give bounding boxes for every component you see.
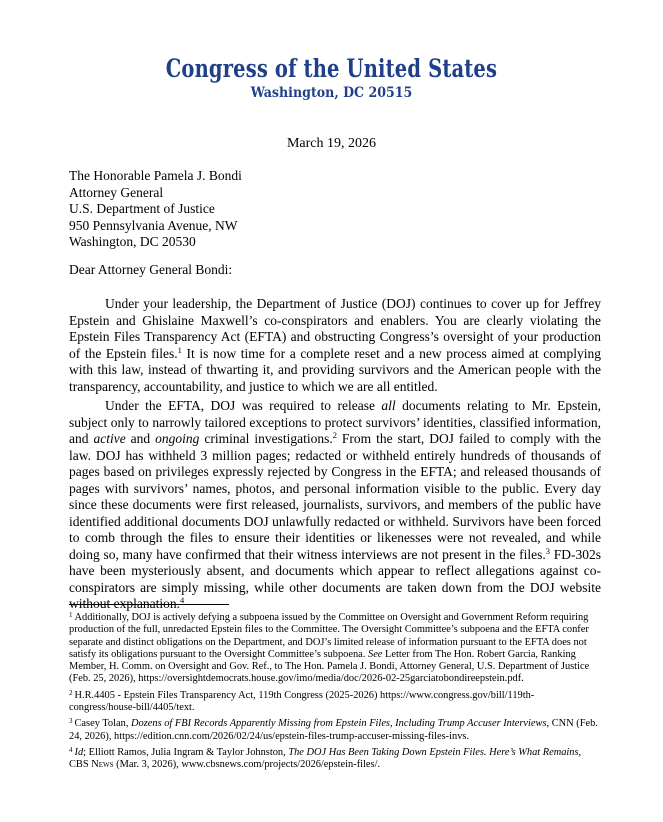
body-paragraph-1 [69,296,601,395]
footnote-3 [69,718,599,743]
footnote-text: Additionally, DOJ is actively defying a subpoena issued by the Committee on Oversight and Government Reform requiring production of the full, unredacted Epstein files to the Committee. The Oversight Committee’s subpoena and the EFTA confer separate and distinct obligations on the Department, and DOJ’s limited release of information pursuant to the EFTA does not satisfy its obligations pursuant to the Oversight Committee’s subpoena. [69,612,589,660]
letterhead-title: Congress of the United States [165,54,498,83]
paragraph-text: criminal investigations. [199,431,333,446]
footnote-number: 3 [69,717,73,726]
footnote-article-title: The DOJ Has Been Taking Down Epstein Files. Here’s What Remains [288,746,579,758]
footnote-1 [69,612,599,686]
footnote-text: (Mar. 3, 2026), www.cbsnews.com/projects/2026/epstein-files/. [113,759,381,771]
footnote-ref-2: 2 [332,430,337,440]
footnote-number: 1 [69,611,73,619]
footnote-ref-1: 1 [177,344,182,355]
recipient-city: Washington, DC 20530 [69,234,196,249]
paragraph-text: and [125,431,156,446]
footnote-4 [69,747,599,772]
footnote-2 [69,690,599,715]
paragraph-text: From the start, DOJ failed to comply with the law. DOJ has withheld 3 million pages; redacted or withheld entirely hundreds of thousands of pages based on privileges expressly rejected by Congress in the EFTA; and released thousands of pages with survivors’ names, photos, and personal information visible to the public. Every day since these documents were first released, journalists, survivors, and members of the public have identified additional documents DOJ unlawfully redacted or withheld. Survivors have been forced to comb through the files to ensure their identities or likenesses were not revealed, and while doing so, many have confirmed that their witness interviews are not present in the files. [69,431,601,562]
footnote-text: , CBS [69,746,582,771]
letterhead-address: Washington, DC 20515 [250,85,413,101]
letterhead [0,54,663,101]
footnote-text: Letter from The Hon. Robert Garcia, Ranking Member, H. Comm. on Oversight and Gov. Ref., to The Hon. Pamela J. Bondi, Attorney General, U.S. Department of Justice (Feb. 25, 2026), https://oversightdemocrats.house.gov/imo/media/doc/2026-02-25garciatobondireepstein.pdf. [69,648,590,685]
footnote-article-title: Dozens of FBI Records Apparently Missing from Epstein Files, Including Trump Accuser Interviews [131,718,547,730]
paragraph-text: Under the EFTA, DOJ was required to release [105,398,382,413]
paragraph-text: Under your leadership, the Department of Justice (DOJ) continues to cover up for Jeffrey Epstein and Ghislaine Maxwell’s co-conspirators and enablers. You are clearly violating the Epstein Files Transparency Act (EFTA) and obstructing Congress’s oversight of your production of the Epstein files. [69,296,601,361]
footnotes [69,612,599,776]
paragraph-text: It is now time for a complete reset and a new process aimed at complying with this law, instead of thwarting it, and providing survivors and the American people with the transparency, accountability, and justice to which we are all entitled. [69,345,602,394]
emphasis-ongoing: ongoing [155,431,200,446]
body-paragraph-2 [69,398,601,613]
footnote-text: Casey Tolan, [74,718,132,730]
letter-date: March 19, 2026 [286,136,377,151]
recipient-block [69,168,242,251]
salutation: Dear Attorney General Bondi: [69,262,233,277]
footnote-ref-3: 3 [545,545,551,556]
paragraph-text: FD-302s have been mysteriously absent, and documents which appear to reflect allegations against co-conspirators are simply missing, while other documents are taken down from the DOJ website without explanation. [69,546,601,611]
recipient-street: 950 Pennsylvania Avenue, NW [69,217,238,233]
footnote-number: 4 [69,745,73,754]
footnote-signal: Id [74,746,84,758]
recipient-title: Attorney General [69,184,164,200]
footnote-number: 2 [69,688,73,697]
footnote-publisher: News [91,759,114,771]
footnote-text: H.R.4405 - Epstein Files Transparency Act, 119th Congress (2025-2026) https://www.congress.gov/bill/119th-congress/house-bill/4405/text. [69,689,535,714]
footnote-signal: See [368,648,383,660]
footnote-text: ; Elliott Ramos, Julia Ingram & Taylor Johnston, [83,746,289,758]
paragraph-text: documents relating to Mr. Epstein, subject only to narrowly tailored exceptions to protect survivors’ identities, classified information, and [69,398,601,446]
emphasis-all: all [381,398,396,413]
footnote-divider [69,604,229,605]
recipient-name: The Honorable Pamela J. Bondi [69,168,242,183]
footnote-ref-4: 4 [179,595,185,605]
footnote-text: , CNN (Feb. 24, 2026), https://edition.cnn.com/2026/02/24/us/epstein-files-trump-accuser-missing-files-invs. [69,718,598,742]
emphasis-active: active [93,431,126,446]
recipient-department: U.S. Department of Justice [69,201,215,216]
